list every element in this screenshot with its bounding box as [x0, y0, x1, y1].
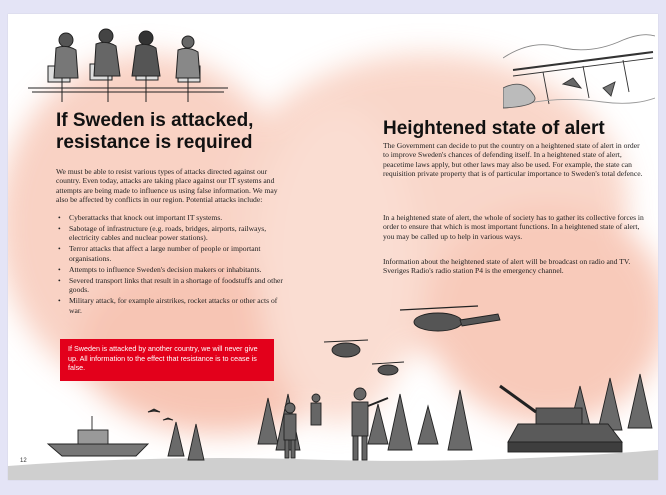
- page-number-left: 12: [20, 458, 27, 464]
- left-intro-paragraph: We must be able to resist various types of attacks directed against our country. Even today, attacks are taking place against our IT systems and attempts are being made to influence us using false information. We may also be affected by conflicts in our region. Potential attacks include:: [56, 167, 278, 205]
- list-item: • Sabotage of infrastructure (e.g. roads, bridges, airports, railways, electricity cables and nuclear power stations).: [56, 224, 288, 243]
- list-item: • Cyberattacks that knock out important IT systems.: [56, 213, 288, 222]
- resistance-callout: If Sweden is attacked by another country, we will never give up. All information to the effect that resistance is to cease is false.: [60, 339, 274, 381]
- booklet-spread: [8, 14, 658, 480]
- list-item: • Attempts to influence Sweden's decision makers or inhabitants.: [56, 265, 288, 274]
- alert-paragraph-2: In a heightened state of alert, the whole of society has to gather its collective forces in order to ensure that which is most important functions. In a heightened state of alert, you may be called up to help in various ways.: [383, 213, 644, 241]
- left-title-line-1: If Sweden is attacked,: [56, 110, 254, 131]
- list-item: • Terror attacks that affect a large number of people or important organisations.: [56, 244, 288, 263]
- list-item: • Military attack, for example airstrikes, rocket attacks or other acts of war.: [56, 296, 288, 315]
- left-page-title: [56, 110, 326, 154]
- left-title-line-2: resistance is required: [56, 132, 253, 153]
- list-item: • Severed transport links that result in a shortage of foodstuffs and other goods.: [56, 276, 288, 295]
- computer-workers-illustration: [28, 22, 228, 106]
- alert-paragraph-3: Information about the heightened state of alert will be broadcast on radio and TV. Sveriges Radio's radio station P4 is the emergency channel.: [383, 257, 631, 276]
- alert-paragraph-1: The Government can decide to put the country on a heightened state of alert in order to improve Sweden's chances of defending itself. In a heightened state of alert, peacetime laws apply, but other laws may also be used. For example, the state can requisition private property that is of particular importance to Sweden's total defence.: [383, 141, 643, 179]
- right-page-title: Heightened state of alert: [383, 118, 605, 139]
- bridge-sabotage-illustration: [503, 18, 655, 110]
- military-scene-illustration: [8, 294, 658, 480]
